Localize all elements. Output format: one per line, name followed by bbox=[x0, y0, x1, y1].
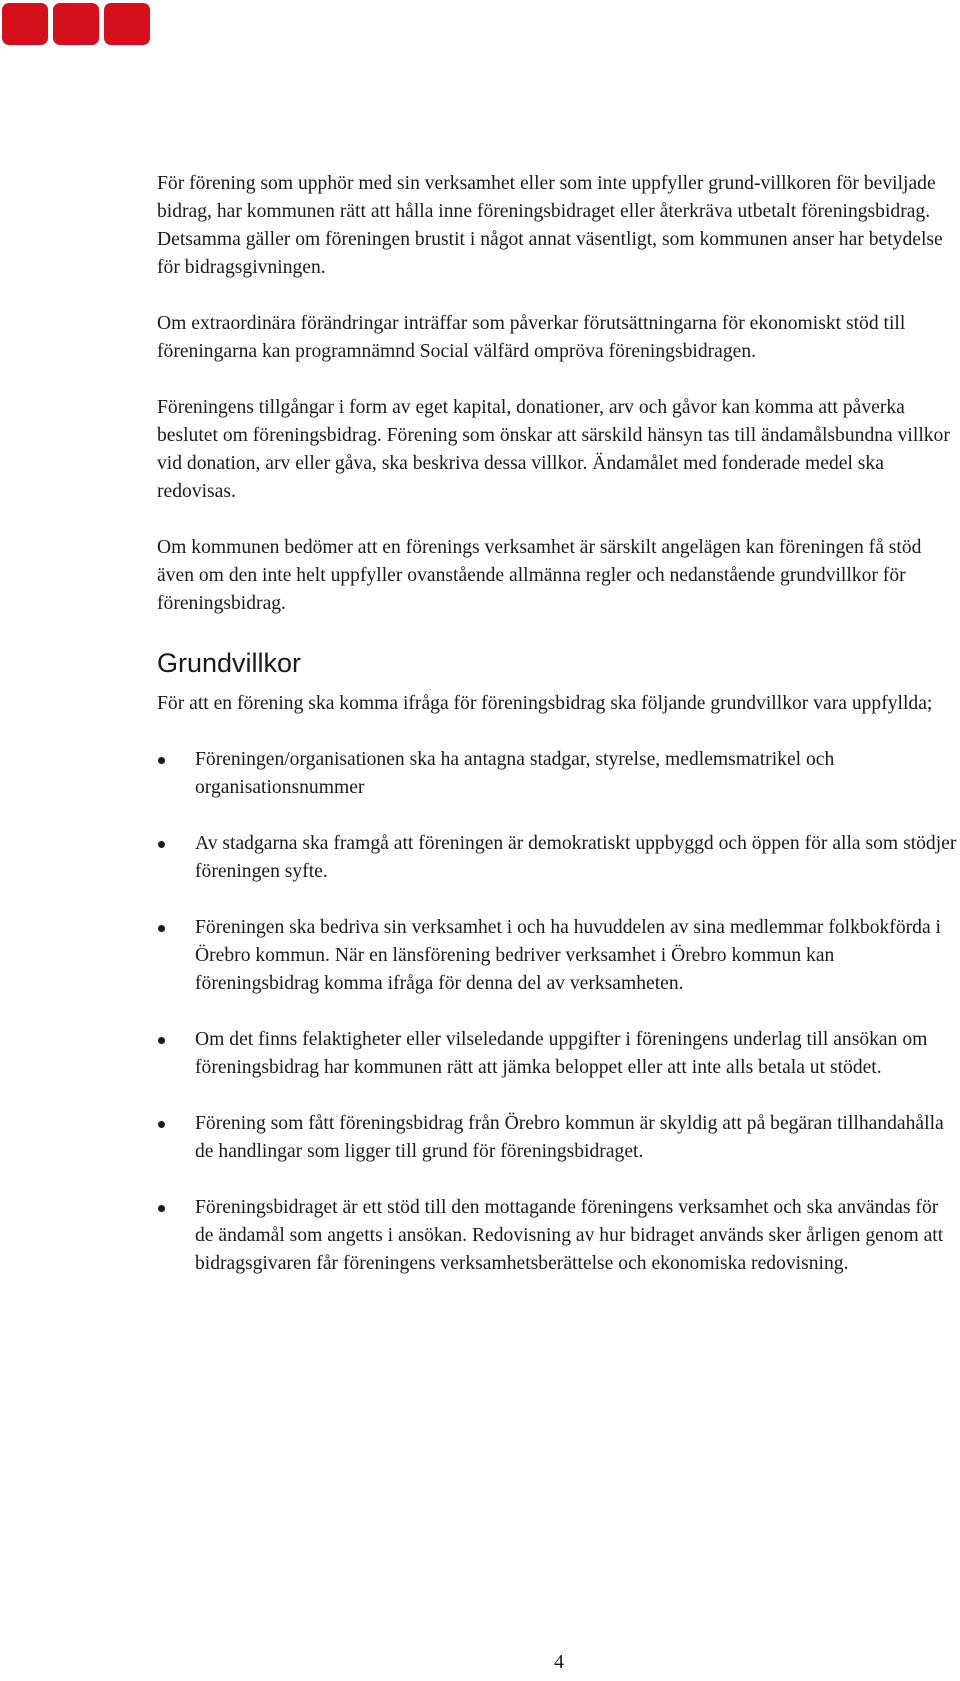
conditions-list bbox=[157, 746, 957, 1278]
paragraph: Om kommunen bedömer att en förenings verksamhet är särskilt angelägen kan föreningen få stöd även om den inte helt uppfyller ovanstående allmänna regler och nedanstående grundvillkor för föreningsbidrag. bbox=[157, 537, 922, 614]
list-item bbox=[157, 1194, 957, 1278]
bullet-icon bbox=[158, 841, 165, 848]
logo-block-2 bbox=[53, 3, 99, 45]
list-item-text: Av stadgarna ska framgå att föreningen är demokratiskt uppbyggd och öppen för alla som stödjer föreningen syfte. bbox=[195, 833, 957, 882]
paragraph: Föreningens tillgångar i form av eget kapital, donationer, arv och gåvor kan komma att påverka beslutet om föreningsbidrag. Förening som önskar att särskild hänsyn tas till ändamålsbundna villkor vid donation, arv eller gåva, ska beskriva dessa villkor. Ändamålet med fonderade medel ska redovisas. bbox=[157, 397, 950, 502]
section-heading: Grundvillkor bbox=[157, 648, 302, 678]
paragraph: För förening som upphör med sin verksamhet eller som inte uppfyller grund-villkoren för beviljade bidrag, har kommunen rätt att hålla inne föreningsbidraget eller återkräva utbetalt föreningsbidrag. Detsamma gäller om föreningen brustit i något annat väsentligt, som kommunen anser har betydelse för bidragsgivningen. bbox=[157, 173, 943, 278]
document-body bbox=[157, 170, 957, 1306]
list-item-text: Föreningsbidraget är ett stöd till den mottagande föreningens verksamhet och ska användas för de ändamål som angetts i ansökan. Redovisning av hur bidraget används sker årligen genom att bidragsgivaren får föreningens verksamhetsberättelse och ekonomiska redovisning. bbox=[195, 1197, 944, 1274]
list-item bbox=[157, 830, 957, 886]
list-item bbox=[157, 746, 957, 802]
list-item-text: Föreningen ska bedriva sin verksamhet i och ha huvuddelen av sina medlemmar folkbokförda i Örebro kommun. När en länsförening bedriver verksamhet i Örebro kommun kan föreningsbidrag komma ifråga för denna del av verksamheten. bbox=[195, 917, 941, 994]
list-item-text: Föreningen/organisationen ska ha antagna stadgar, styrelse, medlemsmatrikel och organisationsnummer bbox=[195, 749, 835, 798]
list-item-text: Förening som fått föreningsbidrag från Örebro kommun är skyldig att på begäran tillhandahålla de handlingar som ligger till grund för föreningsbidraget. bbox=[195, 1113, 944, 1162]
list-item bbox=[157, 1110, 957, 1166]
logo bbox=[2, 3, 150, 45]
bullet-icon bbox=[158, 925, 165, 932]
list-item bbox=[157, 914, 957, 998]
list-item bbox=[157, 1026, 957, 1082]
paragraph: Om extraordinära förändringar inträffar som påverkar förutsättningarna för ekonomiskt stöd till föreningarna kan programnämnd Social välfärd ompröva föreningsbidragen. bbox=[157, 313, 906, 362]
bullet-icon bbox=[158, 1205, 165, 1212]
logo-block-1 bbox=[2, 3, 48, 45]
section-intro: För att en förening ska komma ifråga för föreningsbidrag ska följande grundvillkor vara uppfyllda; bbox=[157, 693, 933, 714]
list-item-text: Om det finns felaktigheter eller vilseledande uppgifter i föreningens underlag till ansökan om föreningsbidrag har kommunen rätt att jämka beloppet eller att inte alls betala ut stödet. bbox=[195, 1029, 928, 1078]
bullet-icon bbox=[158, 1121, 165, 1128]
page-number: 4 bbox=[554, 1651, 564, 1673]
logo-block-3 bbox=[104, 3, 150, 45]
bullet-icon bbox=[158, 757, 165, 764]
bullet-icon bbox=[158, 1037, 165, 1044]
